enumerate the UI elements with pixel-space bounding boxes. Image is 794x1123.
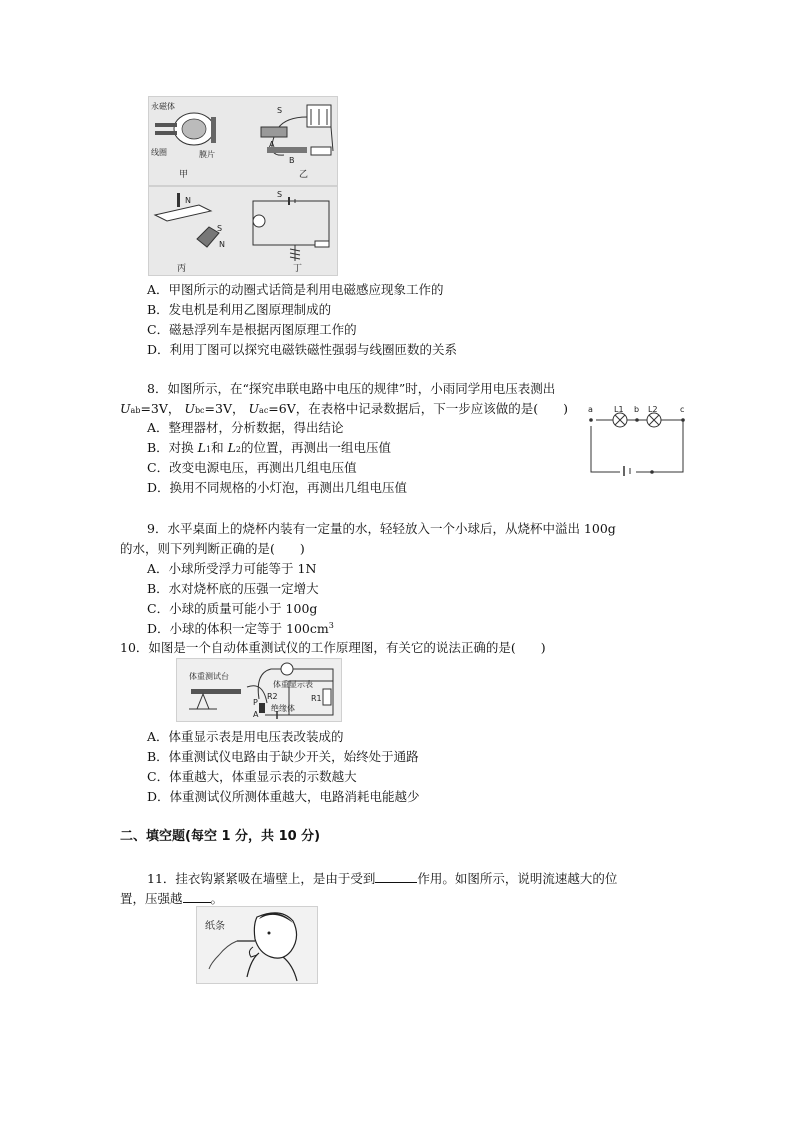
q11-figure-drawing: [197, 907, 317, 983]
q10-label-p: P: [253, 698, 258, 707]
q8-option-b-mid: 和: [211, 440, 228, 455]
section2-heading: 二、填空题(每空 1 分，共 10 分): [120, 829, 321, 844]
q8-sub-ab: ab: [130, 406, 141, 415]
q7-label-a-top: A: [269, 140, 275, 149]
q10-figure-drawing: [177, 659, 341, 721]
q8-fig-l1: L1: [614, 405, 624, 414]
q8-l1: L: [197, 440, 206, 455]
q9-option-a: A．小球所受浮力可能等于 1N: [147, 561, 317, 576]
q8-option-c: C．改变电源电压，再测出几组电压值: [147, 460, 357, 475]
q7-figure-top: [148, 96, 338, 186]
q10-label-display: 体重显示表: [273, 680, 313, 689]
q11-fig-label: 纸条: [205, 921, 225, 932]
q10-option-c: C．体重越大，体重显示表的示数越大: [147, 769, 357, 784]
q8-sub-bc: bc: [194, 406, 205, 415]
q10-option-b: B．体重测试仪电路由于缺少开关，始终处于通路: [147, 749, 419, 764]
q7-label-b-top: B: [289, 156, 295, 165]
q7-label-s-bing: S: [217, 224, 223, 233]
q8-l2: L: [227, 440, 236, 455]
q8-l2-sub: 2: [235, 445, 241, 454]
q8-val-bc: =3V，: [204, 401, 245, 416]
q11-line1-post: 作用。如图所示，说明流速越大的位: [417, 871, 618, 886]
q7-label-n-1: N: [185, 196, 191, 205]
q7-label-yi: 乙: [299, 170, 309, 180]
q7-option-b: B．发电机是利用乙图原理制成的: [147, 302, 332, 317]
q8-u-bc: U: [184, 401, 195, 416]
q11-line1-pre: 11．挂衣钩紧紧吸在墙壁上，是由于受到: [147, 871, 376, 886]
q7-label-s-top: S: [277, 106, 283, 115]
q11-line1: [147, 869, 617, 888]
q8-val-ab: =3V，: [140, 401, 181, 416]
q8-stem-line2: [120, 400, 568, 420]
q10-option-a: A．体重显示表是用电压表改装成的: [147, 729, 344, 744]
q8-val-ac: =6V，在表格中记录数据后，下一步应该做的是( ): [268, 401, 569, 416]
q8-option-a: A．整理器材，分析数据，得出结论: [147, 420, 344, 435]
q7-option-c: C．磁悬浮列车是根据丙图原理工作的: [147, 322, 357, 337]
q8-sub-ac: ac: [259, 406, 269, 415]
q9-option-b: B．水对烧杯底的压强一定增大: [147, 581, 319, 596]
q8-u-ac: U: [248, 401, 260, 416]
q9-option-d-text: D．小球的体积一定等于 100cm: [147, 621, 329, 636]
q9-stem-line2: 的水，则下列判断正确的是( ): [120, 541, 305, 556]
q11-blank-2[interactable]: [183, 889, 211, 903]
q7-label-ding: 丁: [293, 264, 303, 274]
q10-figure: [176, 658, 342, 722]
q8-fig-a: a: [588, 405, 593, 414]
q7-figure-bottom: [148, 186, 338, 276]
q7-label-membrane: 膜片: [199, 150, 215, 159]
q10-label-r1: R1: [311, 694, 322, 703]
q7-figure-top-drawing: [149, 97, 337, 185]
q10-stem: 10．如图是一个自动体重测试仪的工作原理图，有关它的说法正确的是( ): [120, 640, 546, 655]
q11-figure: [196, 906, 318, 984]
q8-u-ab: U: [120, 401, 131, 416]
q10-option-d: D．体重测试仪所测体重越大，电路消耗电能越少: [147, 789, 420, 804]
q7-figure-bottom-drawing: [149, 187, 337, 275]
q8-circuit-figure: [586, 404, 688, 476]
q8-option-b: [147, 439, 391, 459]
q7-label-coil: 线圈: [151, 148, 167, 157]
q7-option-a: A．甲图所示的动圈式话筒是利用电磁感应现象工作的: [147, 282, 444, 297]
q11-line2-post: 。: [210, 891, 224, 906]
q8-option-b-post: 的位置，再测出一组电压值: [240, 440, 391, 455]
q9-stem-line1: 9．水平桌面上的烧杯内装有一定量的水，轻轻放入一个小球后，从烧杯中溢出 100g: [147, 521, 616, 536]
q7-label-n-2: N: [219, 240, 225, 249]
q9-option-d-sup: 3: [328, 620, 334, 630]
q7-option-d: D．利用丁图可以探究电磁铁磁性强弱与线圈匝数的关系: [147, 342, 458, 357]
q8-fig-b: b: [634, 405, 640, 414]
q7-label-bing: 丙: [177, 264, 187, 274]
q8-l1-sub: 1: [205, 445, 212, 454]
q9-option-d: [147, 620, 334, 638]
q8-fig-l2: L2: [648, 405, 658, 414]
q8-fig-c: c: [680, 405, 685, 414]
q7-label-magnet: 永磁体: [151, 102, 175, 111]
q7-label-s-ding: S: [277, 190, 283, 199]
q10-label-a: A: [253, 710, 259, 719]
q11-blank-1[interactable]: [375, 869, 417, 883]
q10-label-r2: R2: [267, 692, 278, 701]
q8-stem-line1: 8．如图所示，在“探究串联电路中电压的规律”时，小雨同学用电压表测出: [147, 381, 556, 396]
q9-option-c: C．小球的质量可能小于 100g: [147, 601, 318, 616]
q7-label-jia: 甲: [179, 170, 189, 180]
q10-label-platform: 体重测试台: [189, 672, 229, 681]
q8-option-b-pre: B．对换: [147, 440, 198, 455]
q8-option-d: D．换用不同规格的小灯泡，再测出几组电压值: [147, 480, 408, 495]
q11-line2-pre: 置，压强越: [120, 891, 183, 906]
q10-label-insulator: 绝缘体: [271, 704, 295, 713]
